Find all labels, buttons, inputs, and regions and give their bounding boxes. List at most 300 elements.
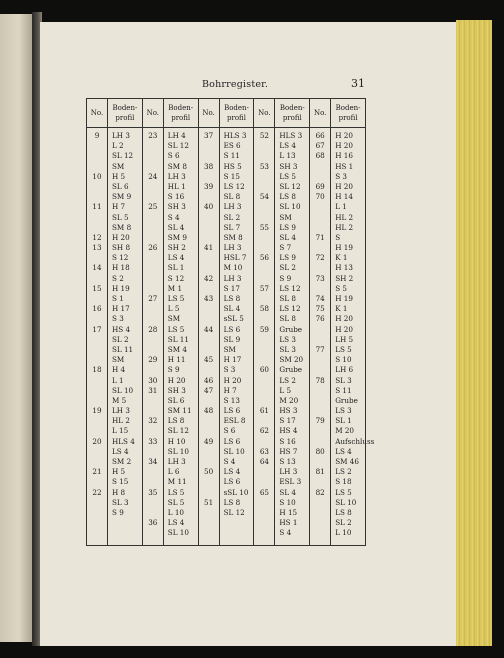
bore-number-cell: 53 (259, 161, 269, 171)
bore-number-cell (143, 477, 163, 487)
soil-profile-cell: SM (112, 355, 125, 365)
bore-number-cell (87, 274, 107, 284)
soil-profile-cell: L 15 (112, 426, 129, 436)
bore-number-cell (87, 416, 107, 426)
soil-profile-cell: SH 3 (279, 161, 298, 171)
soil-profile-cell: S 4 (279, 528, 292, 538)
soil-profile-cell: S 13 (279, 457, 296, 466)
soil-profile-cell: M 20 (279, 395, 299, 405)
bore-number-cell (199, 508, 219, 518)
soil-profile-cell: sSL 10 (223, 487, 249, 497)
soil-profile-cell: H 14 (335, 192, 353, 202)
soil-profile-cell: L 1 (335, 202, 347, 212)
soil-profile-cell: LS 2 (335, 467, 352, 477)
soil-profile-cell: SL 5 (112, 212, 129, 222)
bore-number-cell (87, 141, 107, 151)
bore-number-cell (199, 477, 219, 487)
soil-profile-cell: S 15 (112, 477, 129, 487)
bore-number-cell (199, 335, 219, 345)
bore-number-cell: 26 (148, 243, 158, 253)
soil-profile-cell: Grube (335, 395, 358, 405)
bore-number-cell (143, 335, 163, 345)
bore-number-cell (143, 304, 163, 314)
bore-number-cell (254, 416, 274, 426)
bore-number-cell: 29 (148, 355, 158, 365)
soil-profile-cell: SL 8 (279, 314, 296, 324)
page-block-edge (456, 20, 492, 646)
no-column-header: No. (87, 99, 108, 128)
bore-number-cell (87, 314, 107, 324)
soil-profile-cell: LS 12 (223, 181, 245, 191)
bore-number-cell: 58 (259, 304, 269, 314)
bore-number-cell: 41 (204, 243, 214, 253)
bore-number-cell (199, 488, 219, 498)
soil-profile-cell: HLS 4 (112, 436, 135, 446)
bore-number-cell: 31 (148, 385, 158, 395)
soil-profile-cell: SL 12 (112, 151, 134, 161)
bore-number-cell: 10 (92, 171, 102, 181)
bore-number-cell: 36 (148, 518, 158, 528)
bore-number-cell: 54 (259, 192, 269, 202)
soil-profile-cell: S 16 (167, 192, 185, 202)
soil-profile-cell: S 11 (335, 385, 352, 395)
soil-profile-cell: LS 12 (279, 304, 301, 314)
soil-profile-cell: LS 5 (167, 487, 185, 497)
bore-number-cell (254, 274, 274, 284)
bore-number-cell (310, 396, 330, 406)
bore-number-cell: 25 (148, 202, 158, 212)
bore-number-cell: 71 (315, 232, 325, 242)
soil-profile-cell: LH 3 (167, 457, 186, 466)
soil-profile-cell: SL 10 (335, 497, 357, 507)
soil-profile-cell: LS 6 (223, 406, 241, 416)
bore-number-cell (254, 213, 274, 223)
bore-number-cell: 9 (94, 131, 100, 140)
soil-profile-cell: S 4 (223, 457, 236, 466)
bore-number-cell: 77 (315, 344, 325, 354)
bore-number-cell (310, 457, 330, 467)
bore-number-cell (143, 151, 163, 161)
bore-number-cell (143, 141, 163, 151)
profile-column (331, 128, 375, 546)
bore-number-cell: 46 (204, 375, 214, 385)
bore-number-cell (199, 192, 219, 202)
bore-number-cell: 60 (259, 365, 269, 375)
bore-number-cell (254, 172, 274, 182)
bore-number-cell (143, 233, 163, 243)
soil-profile-cell: K 1 (335, 304, 348, 314)
bore-number-cell: 79 (315, 416, 325, 426)
bore-number-cell (199, 223, 219, 233)
bore-number-cell (87, 457, 107, 467)
bore-number-cell (143, 274, 163, 284)
soil-profile-cell: HS 7 (279, 446, 298, 456)
bore-number-cell: 74 (315, 294, 325, 303)
bore-number-cell (87, 151, 107, 161)
profile-column (219, 128, 254, 546)
bore-number-cell (199, 263, 219, 273)
soil-profile-cell: SL 12 (279, 181, 301, 191)
bore-number-cell: 45 (204, 355, 214, 365)
soil-profile-cell: ESL 3 (279, 477, 302, 487)
soil-profile-cell: K 1 (335, 253, 348, 263)
soil-profile-cell: SL 3 (112, 497, 129, 507)
bore-number-cell (254, 345, 274, 355)
soil-profile-cell: S 6 (167, 151, 180, 161)
bore-number-cell (199, 151, 219, 161)
soil-profile-cell: S 17 (279, 416, 296, 426)
bore-number-cell: 24 (148, 171, 158, 181)
bore-number-cell (143, 426, 163, 436)
bore-number-cell: 35 (148, 487, 158, 497)
no-column (310, 128, 331, 546)
soil-profile-cell: LS 5 (279, 171, 296, 181)
bore-number-cell (199, 396, 219, 406)
soil-profile-cell: LS 6 (223, 477, 241, 487)
bore-number-cell: 49 (204, 436, 214, 446)
soil-profile-cell: LS 12 (279, 283, 301, 293)
soil-profile-cell: LH 5 (335, 334, 354, 344)
bore-number-cell: 68 (315, 151, 325, 161)
soil-profile-cell: L 1 (112, 375, 124, 385)
soil-profile-cell: H 20 (167, 375, 186, 385)
no-column-header: No. (142, 99, 163, 128)
soil-profile-cell: LH 3 (167, 171, 186, 181)
soil-profile-cell: H 16 (335, 151, 353, 161)
soil-profile-cell: SM (223, 344, 236, 354)
soil-profile-cell: LS 4 (167, 253, 185, 263)
soil-profile-cell: LS 6 (223, 436, 241, 446)
bore-register-table (86, 98, 375, 546)
soil-profile-cell: S 3 (223, 365, 236, 375)
soil-profile-cell: S 1 (112, 294, 124, 303)
soil-profile-cell: M 11 (167, 477, 187, 487)
bore-number-cell: 78 (315, 375, 325, 385)
bore-number-cell (143, 365, 163, 375)
bore-number-cell (143, 284, 163, 294)
bore-number-cell (310, 508, 330, 518)
bore-number-cell (199, 426, 219, 436)
bore-number-cell (310, 202, 330, 212)
soil-profile-cell: H 13 (335, 263, 353, 273)
bore-number-cell: 55 (259, 222, 269, 232)
soil-profile-cell: H 20 (335, 141, 353, 151)
soil-profile-cell: SL 12 (167, 426, 189, 436)
bore-number-cell: 76 (315, 314, 325, 324)
soil-profile-cell: LS 2 (279, 375, 296, 385)
bore-number-cell (87, 294, 107, 304)
soil-profile-cell: LS 3 (279, 334, 296, 344)
bore-number-cell: 81 (315, 467, 325, 477)
bore-number-cell (254, 202, 274, 212)
bore-number-cell (199, 213, 219, 223)
soil-profile-cell: HLS 3 (223, 131, 247, 140)
bore-number-cell: 18 (92, 365, 102, 375)
soil-profile-cell: SL 4 (279, 232, 296, 242)
soil-profile-cell: M 1 (167, 283, 183, 293)
soil-profile-cell: SL 12 (223, 507, 245, 517)
soil-profile-cell: SL 9 (223, 334, 241, 344)
bore-number-cell: 39 (204, 181, 214, 191)
soil-profile-cell: LS 8 (167, 416, 185, 426)
bore-number-cell (87, 447, 107, 457)
soil-profile-cell: S 9 (167, 365, 180, 375)
bore-number-cell (143, 182, 163, 192)
bore-number-cell: 65 (259, 487, 269, 497)
soil-profile-cell: H 18 (112, 263, 130, 273)
bore-number-cell (87, 213, 107, 223)
bore-number-cell: 56 (259, 253, 269, 263)
soil-profile-cell: HS 5 (223, 161, 242, 171)
soil-profile-cell: S 13 (223, 395, 240, 405)
bore-number-cell (87, 162, 107, 172)
soil-profile-cell: SL 5 (167, 497, 185, 507)
soil-profile-cell: H 20 (335, 314, 353, 324)
bore-number-cell: 14 (92, 263, 102, 273)
soil-profile-cell: H 5 (112, 467, 126, 477)
bore-number-cell: 47 (204, 385, 214, 395)
soil-profile-cell: H 20 (335, 131, 353, 140)
bore-number-cell: 69 (315, 181, 325, 191)
bore-number-cell (199, 447, 219, 457)
soil-profile-cell: SM 8 (167, 161, 187, 171)
bore-number-cell: 21 (92, 467, 102, 477)
bore-number-cell: 30 (148, 375, 158, 385)
bore-number-cell (143, 253, 163, 263)
bore-number-cell: 75 (315, 304, 325, 314)
soil-profile-cell: SL 2 (223, 212, 241, 222)
soil-profile-cell: SM (279, 212, 292, 222)
soil-profile-cell: S 12 (112, 253, 129, 263)
soil-profile-cell: HSL 7 (223, 253, 247, 263)
bore-number-cell (199, 345, 219, 355)
bore-number-cell: 13 (92, 243, 102, 253)
no-column (142, 128, 163, 546)
bore-number-cell: 15 (92, 283, 102, 293)
profile-column-header: Boden- profil (275, 99, 310, 128)
bore-number-cell (310, 437, 330, 447)
bore-number-cell: 40 (204, 202, 214, 212)
bore-number-cell (310, 335, 330, 345)
soil-profile-cell: S 3 (112, 314, 124, 324)
bore-number-cell (199, 457, 219, 467)
bore-number-cell: 38 (204, 161, 214, 171)
bore-number-cell (87, 355, 107, 365)
bore-number-cell (310, 477, 330, 487)
bore-number-cell: 44 (204, 324, 214, 334)
bore-number-cell: 72 (315, 253, 325, 263)
soil-profile-cell: L 10 (335, 528, 352, 538)
soil-profile-cell: H 19 (112, 283, 130, 293)
soil-profile-cell: SL 8 (279, 294, 296, 303)
bore-number-cell: 12 (92, 232, 102, 242)
bore-number-cell: 23 (148, 131, 158, 140)
soil-profile-cell: ESL 8 (223, 416, 246, 426)
bore-number-cell (254, 335, 274, 345)
soil-profile-cell: SL 1 (167, 263, 185, 273)
soil-profile-cell: SL 12 (167, 141, 189, 151)
soil-profile-cell: S 18 (335, 477, 352, 487)
profile-column-header: Boden- profil (163, 99, 198, 128)
bore-number-cell (254, 386, 274, 396)
bore-number-cell (143, 498, 163, 508)
bore-number-cell (310, 213, 330, 223)
soil-profile-cell: SM 8 (112, 222, 132, 232)
soil-profile-cell: LS 8 (223, 294, 241, 303)
soil-profile-cell: SM 20 (279, 355, 304, 365)
soil-profile-cell: H 20 (335, 181, 353, 191)
bore-number-cell (254, 314, 274, 324)
bore-number-cell (310, 498, 330, 508)
bore-number-cell (310, 263, 330, 273)
soil-profile-cell: Grube (279, 365, 303, 375)
soil-profile-cell: HL 2 (335, 212, 354, 222)
soil-profile-cell: H 17 (112, 304, 130, 314)
soil-profile-cell: S 6 (223, 426, 236, 436)
soil-profile-cell: SM 9 (167, 232, 187, 242)
bore-number-cell: 33 (148, 436, 158, 446)
bore-number-cell (199, 284, 219, 294)
soil-profile-cell: H 19 (335, 294, 353, 303)
bore-number-cell (199, 365, 219, 375)
bore-number-cell (254, 141, 274, 151)
bore-number-cell (310, 162, 330, 172)
soil-profile-cell: S 3 (335, 171, 347, 181)
bore-number-cell (87, 253, 107, 263)
soil-profile-cell: SM (112, 161, 125, 171)
soil-profile-cell: SL 11 (167, 334, 189, 344)
soil-profile-cell: SL 10 (167, 446, 189, 456)
profile-column-header: Boden- profil (108, 99, 143, 128)
bore-number-cell (310, 243, 330, 253)
bore-number-cell (87, 386, 107, 396)
bore-number-cell (199, 304, 219, 314)
soil-profile-cell: H 4 (112, 365, 126, 375)
bore-number-cell: 57 (259, 283, 269, 293)
soil-profile-cell: ES 6 (223, 141, 241, 151)
bore-number-cell (87, 335, 107, 345)
bore-number-cell (143, 447, 163, 457)
soil-profile-cell: HS 1 (279, 518, 298, 528)
soil-profile-cell: SL 1 (335, 416, 352, 426)
bore-number-cell (87, 498, 107, 508)
soil-profile-cell: LS 5 (167, 294, 185, 303)
soil-profile-cell: SH 2 (335, 273, 354, 283)
profile-column (275, 128, 310, 546)
bore-number-cell (143, 192, 163, 202)
soil-profile-cell: LH 3 (223, 273, 242, 283)
bore-number-cell (87, 426, 107, 436)
soil-profile-cell: LS 4 (223, 467, 241, 477)
soil-profile-cell: SL 4 (167, 222, 185, 232)
bore-number-cell: 63 (259, 446, 269, 456)
bore-number-cell: 22 (92, 487, 102, 497)
soil-profile-cell: SH 3 (167, 202, 186, 212)
bore-number-cell: 59 (259, 324, 269, 334)
no-column-header: No. (254, 99, 275, 128)
bore-number-cell: 73 (315, 273, 325, 283)
bore-number-cell (143, 508, 163, 518)
soil-profile-cell: SL 7 (223, 222, 241, 232)
soil-profile-cell: LH 3 (279, 467, 298, 477)
soil-profile-cell: LH 6 (335, 365, 354, 375)
soil-profile-cell: LH 3 (112, 131, 130, 140)
soil-profile-cell: SL 11 (112, 344, 134, 354)
bore-number-cell (310, 325, 330, 335)
bore-number-cell (310, 355, 330, 365)
soil-profile-cell: H 5 (112, 171, 126, 181)
soil-profile-cell: SM 2 (112, 457, 132, 466)
bore-number-cell (143, 223, 163, 233)
bore-number-cell (254, 233, 274, 243)
bore-number-cell (254, 498, 274, 508)
bore-number-cell (254, 467, 274, 477)
soil-profile-cell: SL 10 (223, 446, 245, 456)
bore-number-cell: 61 (259, 406, 269, 416)
soil-profile-cell: S 7 (279, 243, 292, 253)
no-column (87, 128, 108, 546)
bore-number-cell: 48 (204, 406, 214, 416)
soil-profile-cell: LS 9 (279, 222, 296, 232)
soil-profile-cell: S 16 (279, 436, 296, 446)
soil-profile-cell: LS 4 (335, 446, 352, 456)
bore-number-cell (87, 508, 107, 518)
soil-profile-cell: SL 3 (279, 344, 296, 354)
bore-number-cell: 52 (259, 131, 269, 140)
soil-profile-cell: LH 3 (112, 406, 130, 416)
bore-number-cell (310, 406, 330, 416)
bore-number-cell (87, 376, 107, 386)
page-number: 31 (351, 77, 365, 90)
left-page-edge (0, 14, 34, 642)
soil-profile-cell: L 5 (167, 304, 180, 314)
bore-number-cell: 27 (148, 294, 158, 303)
soil-profile-cell: LH 3 (223, 202, 242, 212)
bore-number-cell: 80 (315, 446, 325, 456)
bore-number-cell: 28 (148, 324, 158, 334)
bore-number-cell (310, 426, 330, 436)
soil-profile-cell: LH 3 (223, 243, 242, 253)
soil-profile-cell: L 2 (112, 141, 124, 151)
bore-number-cell: 16 (92, 304, 102, 314)
bore-number-cell: 17 (92, 324, 102, 334)
bore-number-cell (254, 477, 274, 487)
bore-number-cell (254, 508, 274, 518)
soil-profile-cell: S 10 (279, 497, 296, 507)
soil-profile-cell: H 17 (223, 355, 242, 365)
bore-number-cell (254, 263, 274, 273)
bore-number-cell (143, 528, 163, 538)
bore-number-cell (143, 406, 163, 416)
soil-profile-cell: HS 3 (279, 406, 298, 416)
soil-profile-cell: SM 8 (223, 232, 243, 242)
table-body-row (87, 128, 366, 546)
soil-profile-cell: SL 4 (279, 487, 296, 497)
bore-number-cell: 42 (204, 273, 214, 283)
bore-number-cell (310, 284, 330, 294)
bore-number-cell (199, 172, 219, 182)
bore-number-cell (87, 396, 107, 406)
soil-profile-cell: S 9 (279, 273, 292, 283)
soil-profile-cell: LH 4 (167, 131, 186, 140)
soil-profile-cell: SL 10 (112, 385, 134, 395)
bore-number-cell: 70 (315, 192, 325, 202)
soil-profile-cell: LS 8 (223, 497, 241, 507)
bore-number-cell (310, 386, 330, 396)
bore-number-cell (143, 263, 163, 273)
soil-profile-cell: H 7 (223, 385, 237, 395)
soil-profile-cell: SM 4 (167, 344, 187, 354)
